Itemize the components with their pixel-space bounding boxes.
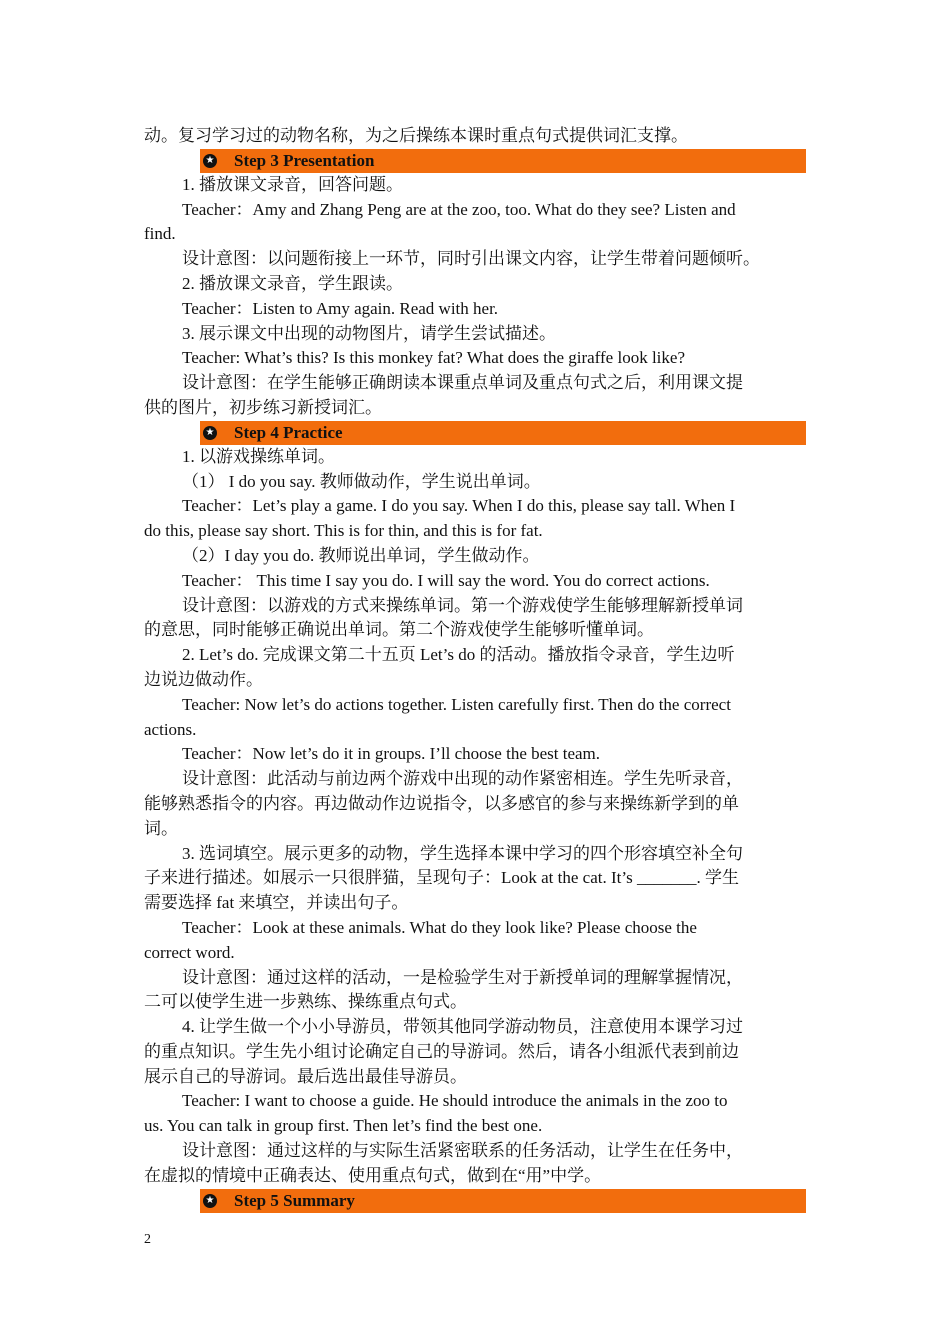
- section-heading: [200, 421, 806, 445]
- text-line: correct word.: [144, 942, 235, 962]
- star-circle-icon: ★: [203, 154, 217, 168]
- text-line: 子来进行描述。如展示一只很胖猫，呈现句子：Look at the cat. It’s _______. 学生: [144, 868, 739, 888]
- section-heading: [200, 1189, 806, 1213]
- text-line: 设计意图：此活动与前边两个游戏中出现的动作紧密相连。学生先听录音，: [182, 769, 743, 789]
- text-line: 词。: [144, 818, 178, 838]
- text-line: us. You can talk in group first. Then let’s find the best one.: [144, 1116, 543, 1136]
- text-line: Teacher： This time I say you do. I will say the word. You do correct actions.: [182, 570, 710, 590]
- text-line: Teacher: What’s this? Is this monkey fat? What does the giraffe look like?: [182, 348, 685, 368]
- text-line: Teacher：Listen to Amy again. Read with her.: [182, 298, 499, 318]
- text-line: 设计意图：通过这样的与实际生活紧密联系的任务活动，让学生在任务中，: [182, 1141, 743, 1161]
- text-line: 二可以使学生进一步熟练、操练重点句式。: [144, 992, 467, 1012]
- star-circle-icon: ★: [203, 1194, 217, 1208]
- text-line: 的重点知识。学生先小组讨论确定自己的导游词。然后，请各小组派代表到前边: [144, 1041, 739, 1061]
- text-line: Teacher: I want to choose a guide. He should introduce the animals in the zoo to: [182, 1091, 728, 1111]
- text-line: Teacher: Now let’s do actions together. Listen carefully first. Then do the correct: [182, 694, 731, 714]
- text-line: 设计意图：以游戏的方式来操练单词。第一个游戏使学生能够理解新授单词: [182, 595, 743, 615]
- page-number: 2: [144, 1232, 151, 1247]
- text-line: Teacher：Now let’s do it in groups. I’ll choose the best team.: [182, 744, 601, 764]
- text-line: 设计意图：在学生能够正确朗读本课重点单词及重点句式之后，利用课文提: [182, 373, 743, 393]
- text-line: do this, please say short. This is for thin, and this is for fat.: [144, 521, 543, 541]
- document-body: [144, 124, 806, 1213]
- text-line: 边说边做动作。: [144, 669, 263, 689]
- text-line: 供的图片，初步练习新授词汇。: [144, 397, 382, 417]
- section-heading-label: Step 3 Presentation: [234, 150, 375, 170]
- text-line: 3. 选词填空。展示更多的动物，学生选择本课中学习的四个形容填空补全句: [182, 843, 743, 863]
- text-line: 3. 展示课文中出现的动物图片，请学生尝试描述。: [182, 323, 556, 343]
- section-heading: [200, 149, 806, 173]
- text-line: 设计意图：以问题衔接上一环节，同时引出课文内容，让学生带着问题倾听。: [182, 249, 760, 269]
- text-line: （2）I day you do. 教师说出单词，学生做动作。: [182, 545, 540, 565]
- text-line: 动。复习学习过的动物名称，为之后操练本课时重点句式提供词汇支撑。: [144, 126, 688, 145]
- section-heading-label: Step 4 Practice: [234, 422, 343, 442]
- text-line: 能够熟悉指令的内容。再边做动作边说指令，以多感官的参与来操练新学到的单: [144, 793, 739, 813]
- text-line: 2. Let’s do. 完成课文第二十五页 Let’s do 的活动。播放指令录音，学生边听: [182, 645, 735, 665]
- text-line: 的意思，同时能够正确说出单词。第二个游戏使学生能够听懂单词。: [144, 620, 654, 640]
- text-line: 2. 播放课文录音，学生跟读。: [182, 273, 403, 293]
- text-line: find.: [144, 224, 176, 244]
- text-line: 在虚拟的情境中正确表达、使用重点句式，做到在“用”中学。: [144, 1165, 602, 1185]
- text-line: actions.: [144, 719, 197, 739]
- text-line: 4. 让学生做一个小小导游员，带领其他同学游动物员，注意使用本课学习过: [182, 1017, 743, 1037]
- text-line: Teacher：Let’s play a game. I do you say. When I do this, please say tall. When I: [182, 496, 736, 516]
- star-circle-icon: ★: [203, 426, 217, 440]
- text-line: Teacher：Look at these animals. What do they look like? Please choose the: [182, 917, 697, 937]
- section-heading-label: Step 5 Summary: [234, 1190, 355, 1210]
- text-line: 1. 播放课文录音，回答问题。: [182, 174, 403, 194]
- text-line: 1. 以游戏操练单词。: [182, 446, 335, 466]
- text-line: 需要选择 fat 来填空，并读出句子。: [144, 893, 409, 913]
- text-line: Teacher：Amy and Zhang Peng are at the zoo, too. What do they see? Listen and: [182, 199, 736, 219]
- text-line: （1） I do you say. 教师做动作，学生说出单词。: [182, 471, 541, 491]
- text-line: 设计意图：通过这样的活动，一是检验学生对于新授单词的理解掌握情况，: [182, 967, 743, 987]
- text-line: 展示自己的导游词。最后选出最佳导游员。: [144, 1066, 467, 1086]
